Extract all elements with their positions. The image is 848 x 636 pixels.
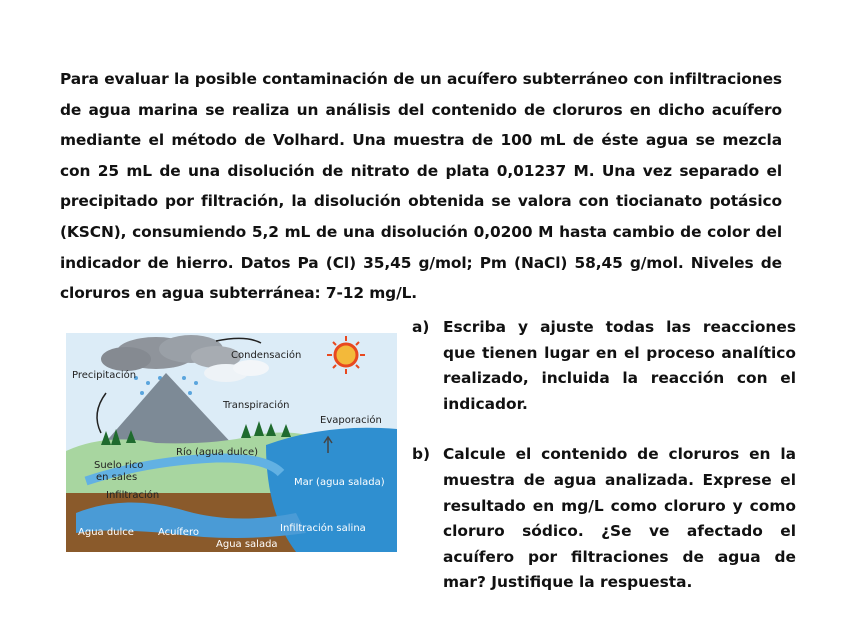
label-infiltracion-salina: Infiltración salina xyxy=(280,523,366,534)
label-precipitacion: Precipitación xyxy=(72,370,137,381)
question-label: b) xyxy=(412,445,431,464)
label-mar: Mar (agua salada) xyxy=(294,477,385,488)
label-transpiracion: Transpiración xyxy=(223,400,290,411)
label-infiltracion: Infiltración xyxy=(106,490,160,501)
label-evaporacion: Evaporación xyxy=(320,415,382,426)
problem-statement: Para evaluar la posible contaminación de un acuífero subterráneo con infiltraciones de agua marina se realiza un análisis del contenido de cloruros en dicho acuífero mediante el método de Volhard. Una muestra de 100 mL de éste agua se mezcla con 25 mL de una disolución de nitrato de plata 0,01237 M. Una vez separado el precipitado por filtración, la disolución obtenida se valora con tiocianato potásico (KSCN), consumiendo 5,2 mL de una disolución 0,0200 M hasta cambio de color del indicador de hierro. Datos Pa (Cl) 35,45 g/mol; Pm (NaCl) 58,45 g/mol. Niveles de cloruros en agua subterránea: 7-12 mg/L. xyxy=(60,70,782,303)
question-label: a) xyxy=(412,318,430,336)
small-cloud-icon xyxy=(233,360,269,376)
question-text: Calcule el contenido de cloruros en la muestra de agua analizada. Exprese el resultado en mg/L como cloruro y como cloruro sódico. ¿Se ve afectado el acuífero por filtraciones de agua de mar? Justifique la respuesta. xyxy=(443,445,796,592)
label-rio: Río (agua dulce) xyxy=(176,447,259,458)
question-text: Escriba y ajuste todas las reacciones que tienen lugar en el proceso analítico realizado, incluida la reacción con el indicador. xyxy=(443,318,796,413)
label-agua-salada: Agua salada xyxy=(216,539,278,550)
label-suelo-2: en sales xyxy=(96,472,138,483)
water-cycle-svg xyxy=(66,333,397,552)
label-condensacion: Condensación xyxy=(231,350,302,361)
label-acuifero: Acuífero xyxy=(158,527,199,538)
label-agua-dulce: Agua dulce xyxy=(78,527,134,538)
question-list xyxy=(412,315,796,621)
water-cycle-diagram xyxy=(66,333,397,552)
question-a xyxy=(412,315,796,417)
question-b xyxy=(412,442,796,596)
label-suelo: Suelo rico xyxy=(94,460,144,471)
